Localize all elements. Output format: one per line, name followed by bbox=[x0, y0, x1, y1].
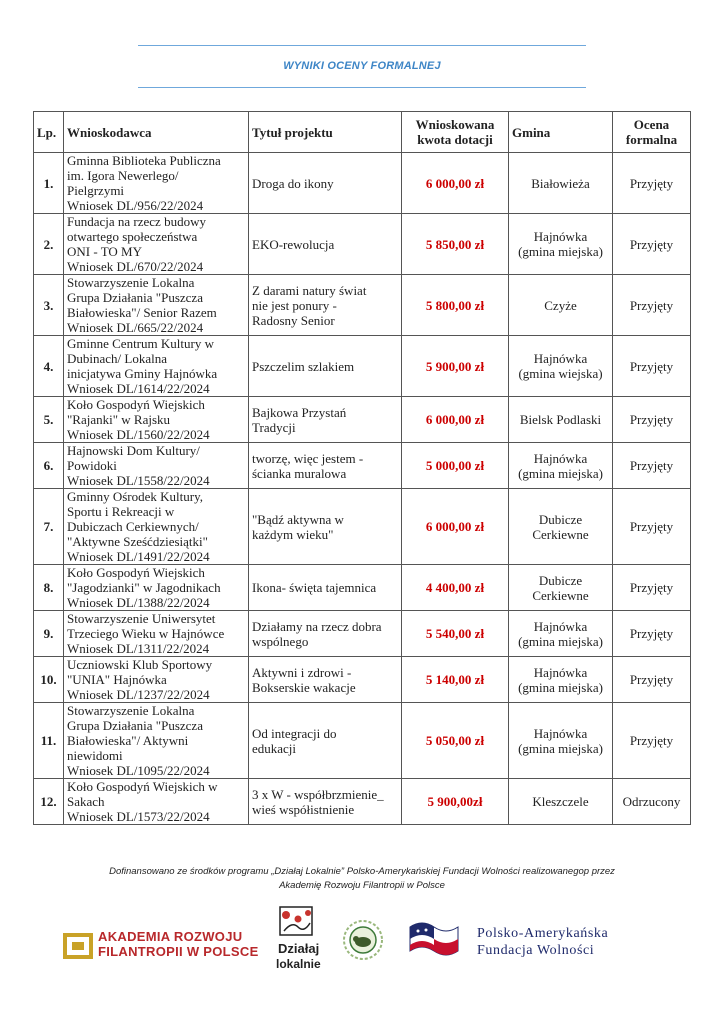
cell-result: Przyjęty bbox=[613, 153, 691, 214]
paff-logo-text bbox=[477, 925, 608, 959]
cell-applicant bbox=[64, 336, 249, 397]
cell-applicant bbox=[64, 703, 249, 779]
cell-result: Przyjęty bbox=[613, 214, 691, 275]
cell-amount: 5 900,00zł bbox=[402, 779, 509, 825]
cell-applicant-line: inicjatywa Gminy Hajnówka bbox=[67, 366, 218, 381]
cell-result: Odrzucony bbox=[613, 779, 691, 825]
cell-gmina bbox=[509, 611, 613, 657]
cell-project bbox=[249, 611, 402, 657]
cell-applicant-line: Pielgrzymi bbox=[67, 183, 125, 198]
table-row bbox=[34, 153, 691, 214]
cell-applicant-line: Wniosek DL/1491/22/2024 bbox=[67, 549, 210, 564]
cell-gmina bbox=[509, 153, 613, 214]
cell-applicant-line: Dubinach/ Lokalna bbox=[67, 351, 167, 366]
cell-amount: 5 540,00 zł bbox=[402, 611, 509, 657]
cell-gmina-line: Cerkiewne bbox=[532, 526, 589, 542]
header-lp: Lp. bbox=[34, 112, 64, 153]
title-rule-bottom bbox=[138, 87, 586, 88]
cell-gmina bbox=[509, 703, 613, 779]
cell-applicant-line: Trzeciego Wieku w Hajnówce bbox=[67, 626, 225, 641]
cell-applicant-line: Gminne Centrum Kultury w bbox=[67, 336, 214, 351]
cell-project-line: Od integracji do bbox=[252, 725, 337, 741]
table-row bbox=[34, 565, 691, 611]
cell-project-line: 3 x W - współbrzmienie_ bbox=[252, 786, 384, 802]
cell-gmina-line: (gmina miejska) bbox=[518, 633, 603, 649]
cell-applicant-line: Grupa Działania "Puszcza bbox=[67, 718, 203, 733]
cell-gmina-line: Kleszczele bbox=[532, 794, 589, 809]
cell-applicant-line: Stowarzyszenie Uniwersytet bbox=[67, 611, 216, 626]
cell-applicant-line: Sakach bbox=[67, 794, 105, 809]
cell-applicant-line: Stowarzyszenie Lokalna bbox=[67, 703, 195, 718]
cell-applicant bbox=[64, 779, 249, 825]
cell-applicant-line: Wniosek DL/1311/22/2024 bbox=[67, 641, 210, 656]
cell-result: Przyjęty bbox=[613, 565, 691, 611]
cell-project bbox=[249, 336, 402, 397]
cell-applicant-line: Wniosek DL/1558/22/2024 bbox=[67, 473, 210, 488]
cell-gmina-line: Dubicze bbox=[538, 511, 583, 527]
cell-project bbox=[249, 397, 402, 443]
arf-logo-line1: AKADEMIA ROZWOJU bbox=[98, 929, 243, 944]
sponsor-logos bbox=[0, 905, 724, 985]
cell-applicant-line: Stowarzyszenie Lokalna bbox=[67, 275, 195, 290]
table-row bbox=[34, 275, 691, 336]
header-gmina: Gmina bbox=[509, 112, 613, 153]
table-row bbox=[34, 443, 691, 489]
cell-gmina bbox=[509, 214, 613, 275]
cell-project-line: nie jest ponury - bbox=[252, 297, 337, 313]
cell-applicant-line: "Rajanki" w Rajsku bbox=[67, 412, 171, 427]
cell-amount: 4 400,00 zł bbox=[402, 565, 509, 611]
cell-result: Przyjęty bbox=[613, 703, 691, 779]
cell-result: Przyjęty bbox=[613, 657, 691, 703]
cell-amount: 5 900,00 zł bbox=[402, 336, 509, 397]
cell-applicant bbox=[64, 489, 249, 565]
cell-amount: 5 800,00 zł bbox=[402, 275, 509, 336]
cell-applicant-line: "UNIA" Hajnówka bbox=[67, 672, 167, 687]
cell-gmina bbox=[509, 657, 613, 703]
cell-amount: 5 850,00 zł bbox=[402, 214, 509, 275]
cell-applicant-line: Wniosek DL/956/22/2024 bbox=[67, 198, 204, 213]
cell-project-line: "Bądź aktywna w bbox=[252, 511, 344, 527]
paff-flag-icon bbox=[408, 919, 460, 959]
cell-applicant-line: Dubiczach Cerkiewnych/ bbox=[67, 519, 199, 534]
cell-gmina-line: (gmina miejska) bbox=[518, 244, 603, 259]
cell-applicant bbox=[64, 153, 249, 214]
cell-project-line: Droga do ikony bbox=[252, 175, 334, 191]
cell-gmina bbox=[509, 397, 613, 443]
cell-applicant-line: Wniosek DL/665/22/2024 bbox=[67, 320, 204, 335]
cell-applicant-line: Sportu i Rekreacji w bbox=[67, 504, 175, 519]
table-row bbox=[34, 336, 691, 397]
cell-amount: 6 000,00 zł bbox=[402, 397, 509, 443]
cell-result: Przyjęty bbox=[613, 443, 691, 489]
cell-project-line: ścianka muralowa bbox=[252, 465, 347, 481]
cell-project-line: Aktywni i zdrowi - bbox=[252, 664, 352, 680]
cell-gmina-line: (gmina wiejska) bbox=[518, 366, 603, 381]
cell-applicant-line: Hajnowski Dom Kultury/ bbox=[67, 443, 200, 458]
cell-applicant-line: Uczniowski Klub Sportowy bbox=[67, 657, 213, 672]
cell-gmina-line: Białowieża bbox=[531, 175, 590, 191]
table-body bbox=[34, 153, 691, 825]
results-table bbox=[33, 111, 691, 825]
cell-amount: 6 000,00 zł bbox=[402, 489, 509, 565]
table-row bbox=[34, 779, 691, 825]
cell-amount: 5 050,00 zł bbox=[402, 703, 509, 779]
cell-applicant-line: Wniosek DL/1614/22/2024 bbox=[67, 381, 210, 396]
cell-lp: 12. bbox=[34, 779, 64, 825]
cell-lp: 5. bbox=[34, 397, 64, 443]
cell-amount: 5 140,00 zł bbox=[402, 657, 509, 703]
cell-gmina bbox=[509, 489, 613, 565]
dl-logo-line2: lokalnie bbox=[276, 957, 321, 971]
table-row bbox=[34, 489, 691, 565]
cell-project-line: każdym wieku" bbox=[252, 526, 334, 542]
cell-applicant-line: Wniosek DL/1095/22/2024 bbox=[67, 763, 210, 778]
cell-lp: 11. bbox=[34, 703, 64, 779]
cell-applicant-line: Białowieska"/ Aktywni bbox=[67, 733, 189, 748]
cell-lp: 7. bbox=[34, 489, 64, 565]
cell-applicant-line: Wniosek DL/1388/22/2024 bbox=[67, 595, 210, 610]
cell-applicant-line: Białowieska"/ Senior Razem bbox=[67, 305, 217, 320]
cell-gmina-line: Hajnówka bbox=[533, 664, 588, 680]
cell-gmina bbox=[509, 336, 613, 397]
cell-result: Przyjęty bbox=[613, 336, 691, 397]
cell-project-line: Bajkowa Przystań bbox=[252, 404, 347, 420]
cell-project-line: wspólnego bbox=[252, 633, 309, 649]
cell-project bbox=[249, 779, 402, 825]
cell-applicant-line: Grupa Działania "Puszcza bbox=[67, 290, 203, 305]
cell-project-line: Tradycji bbox=[252, 419, 296, 435]
cell-project-line: EKO-rewolucja bbox=[252, 236, 335, 252]
cell-applicant-line: Koło Gospodyń Wiejskich bbox=[67, 397, 205, 412]
cell-gmina-line: Hajnówka bbox=[533, 229, 588, 244]
cell-result: Przyjęty bbox=[613, 275, 691, 336]
cell-lp: 4. bbox=[34, 336, 64, 397]
header-applicant: Wnioskodawca bbox=[64, 112, 249, 153]
cell-project bbox=[249, 489, 402, 565]
cell-lp: 3. bbox=[34, 275, 64, 336]
arf-logo-text bbox=[98, 929, 259, 959]
cell-project bbox=[249, 565, 402, 611]
cell-applicant-line: im. Igora Newerlego/ bbox=[67, 168, 179, 183]
cell-project bbox=[249, 275, 402, 336]
cell-gmina bbox=[509, 565, 613, 611]
cell-applicant bbox=[64, 657, 249, 703]
cell-project-line: Z darami natury świat bbox=[252, 282, 367, 298]
cell-applicant-line: Gminna Biblioteka Publiczna bbox=[67, 153, 221, 168]
title-rule-top bbox=[138, 45, 586, 46]
cell-project bbox=[249, 214, 402, 275]
header-result: Ocena formalna bbox=[613, 112, 691, 153]
cell-lp: 6. bbox=[34, 443, 64, 489]
cell-applicant-line: Wniosek DL/1560/22/2024 bbox=[67, 427, 210, 442]
arf-logo-icon bbox=[63, 933, 93, 959]
cell-applicant-line: Wniosek DL/1237/22/2024 bbox=[67, 687, 210, 702]
cell-project bbox=[249, 703, 402, 779]
table-row bbox=[34, 703, 691, 779]
cell-applicant-line: Koło Gospodyń Wiejskich bbox=[67, 565, 205, 580]
cell-gmina bbox=[509, 779, 613, 825]
cell-gmina-line: Hajnówka bbox=[533, 725, 588, 741]
table-row bbox=[34, 214, 691, 275]
cell-gmina bbox=[509, 275, 613, 336]
cell-applicant-line: Gminny Ośrodek Kultury, bbox=[67, 489, 204, 504]
table-row bbox=[34, 397, 691, 443]
cell-applicant bbox=[64, 214, 249, 275]
paff-logo-line1: Polsko-Amerykańska bbox=[477, 926, 609, 941]
funding-note-line1: Dofinansowano ze środków programu „Działaj Lokalnie” Polsko-Amerykańskiej Fundacji Wolności realizowanegop przez bbox=[109, 866, 615, 877]
cell-applicant-line: "Aktywne Sześćdziesiątki" bbox=[67, 534, 208, 549]
cell-gmina-line: Hajnówka bbox=[533, 450, 588, 466]
cell-applicant-line: Wniosek DL/1573/22/2024 bbox=[67, 809, 210, 824]
cell-lp: 1. bbox=[34, 153, 64, 214]
paff-logo-line2: Fundacja Wolności bbox=[477, 943, 595, 958]
cell-gmina-line: (gmina miejska) bbox=[518, 740, 603, 756]
cell-amount: 6 000,00 zł bbox=[402, 153, 509, 214]
cell-applicant-line: "Jagodzianki" w Jagodnikach bbox=[67, 580, 221, 595]
cell-gmina-line: Hajnówka bbox=[533, 618, 588, 634]
table-row bbox=[34, 611, 691, 657]
cell-applicant bbox=[64, 565, 249, 611]
cell-project-line: Pszczelim szlakiem bbox=[252, 358, 355, 374]
cell-project-line: Radosny Senior bbox=[252, 312, 335, 328]
dzialaj-lokalnie-logo bbox=[272, 905, 326, 977]
cell-project-line: Działamy na rzecz dobra bbox=[252, 618, 382, 634]
cell-applicant-line: Wniosek DL/670/22/2024 bbox=[67, 259, 204, 274]
cell-applicant-line: Fundacja na rzecz budowy bbox=[67, 214, 206, 229]
cell-project-line: Ikona- święta tajemnica bbox=[252, 580, 377, 595]
cell-applicant-line: otwartego społeczeństwa bbox=[67, 229, 198, 244]
cell-lp: 8. bbox=[34, 565, 64, 611]
cell-gmina-line: Cerkiewne bbox=[532, 587, 589, 603]
cell-project-line: tworzę, więc jestem - bbox=[252, 450, 364, 466]
cell-gmina-line: Bielsk Podlaski bbox=[519, 412, 602, 427]
table-row bbox=[34, 657, 691, 703]
cell-gmina-line: Hajnówka bbox=[533, 351, 588, 366]
cell-gmina-line: Czyże bbox=[544, 297, 577, 313]
funding-note-line2: Akademię Rozwoju Filantropii w Polsce bbox=[279, 880, 445, 891]
cell-result: Przyjęty bbox=[613, 489, 691, 565]
cell-amount: 5 000,00 zł bbox=[402, 443, 509, 489]
cell-project bbox=[249, 153, 402, 214]
cell-lp: 2. bbox=[34, 214, 64, 275]
cell-gmina-line: Dubicze bbox=[538, 572, 583, 588]
bison-seal-icon bbox=[342, 919, 384, 961]
page-title: WYNIKI OCENY FORMALNEJ bbox=[283, 60, 441, 72]
cell-project-line: wieś współistnienie bbox=[252, 801, 355, 817]
cell-lp: 9. bbox=[34, 611, 64, 657]
cell-project-line: edukacji bbox=[252, 740, 297, 756]
cell-result: Przyjęty bbox=[613, 397, 691, 443]
dl-logo-line1: Działaj bbox=[278, 941, 320, 956]
arf-logo-line2: FILANTROPII W POLSCE bbox=[98, 944, 259, 959]
cell-project-line: Bokserskie wakacje bbox=[252, 679, 356, 695]
cell-applicant-line: Koło Gospodyń Wiejskich w bbox=[67, 779, 218, 794]
header-project: Tytuł projektu bbox=[249, 112, 402, 153]
funding-note bbox=[60, 865, 664, 893]
cell-gmina bbox=[509, 443, 613, 489]
cell-applicant-line: Powidoki bbox=[67, 458, 117, 473]
header-amount: Wnioskowana kwota dotacji bbox=[402, 112, 509, 153]
table-header-row bbox=[34, 112, 691, 153]
cell-applicant bbox=[64, 443, 249, 489]
cell-applicant bbox=[64, 611, 249, 657]
cell-gmina-line: (gmina miejska) bbox=[518, 679, 603, 695]
cell-project bbox=[249, 657, 402, 703]
cell-gmina-line: (gmina miejska) bbox=[518, 465, 603, 481]
cell-lp: 10. bbox=[34, 657, 64, 703]
cell-applicant bbox=[64, 275, 249, 336]
cell-project bbox=[249, 443, 402, 489]
cell-applicant-line: niewidomi bbox=[67, 748, 123, 763]
cell-applicant bbox=[64, 397, 249, 443]
cell-applicant-line: ONI - TO MY bbox=[67, 244, 142, 259]
cell-result: Przyjęty bbox=[613, 611, 691, 657]
